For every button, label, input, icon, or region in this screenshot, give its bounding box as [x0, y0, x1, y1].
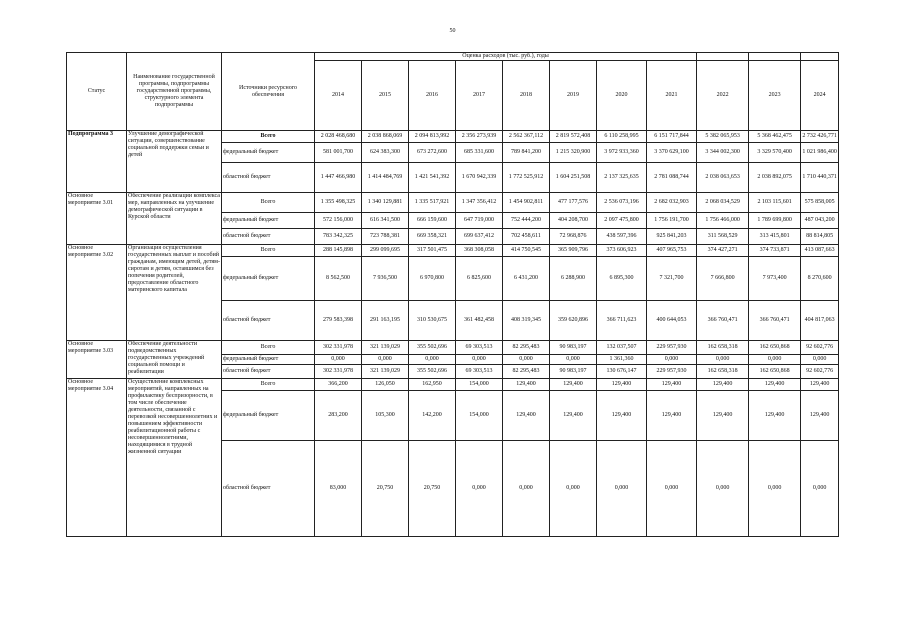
page-number: 50 [449, 28, 456, 34]
value-cell: 288 145,898 [315, 245, 362, 257]
value-cell: 2 068 034,529 [697, 193, 749, 213]
value-cell: 2 137 325,635 [597, 163, 647, 193]
value-cell: 374 427,271 [697, 245, 749, 257]
budget-table [66, 52, 839, 537]
value-cell: 0,000 [550, 355, 597, 365]
source-cell: федеральный бюджет [222, 391, 315, 441]
value-cell: 2 038 868,069 [362, 131, 409, 143]
status-cell: Основное мероприятие 3.03 [67, 341, 127, 379]
value-cell: 0,000 [362, 355, 409, 365]
value-cell: 1 347 356,412 [456, 193, 503, 213]
value-cell: 302 331,978 [315, 365, 362, 379]
value-cell: 90 983,197 [550, 341, 597, 355]
value-cell: 0,000 [315, 355, 362, 365]
source-cell: Всего [222, 245, 315, 257]
value-cell: 647 719,000 [456, 213, 503, 229]
value-cell: 1 710 440,371 [801, 163, 839, 193]
value-cell: 310 530,675 [409, 301, 456, 341]
header-year: 2024 [801, 61, 839, 131]
value-cell: 361 482,458 [456, 301, 503, 341]
value-cell: 6 970,800 [409, 257, 456, 301]
value-cell: 0,000 [697, 355, 749, 365]
value-cell: 1 355 498,325 [315, 193, 362, 213]
value-cell: 0,000 [647, 441, 697, 537]
value-cell: 414 750,545 [503, 245, 550, 257]
value-cell: 3 972 933,360 [597, 143, 647, 163]
value-cell: 129,400 [801, 391, 839, 441]
value-cell: 162 658,318 [697, 341, 749, 355]
value-cell: 2 732 426,771 [801, 131, 839, 143]
value-cell: 8 270,600 [801, 257, 839, 301]
value-cell: 1 604 251,508 [550, 163, 597, 193]
value-cell: 1 772 525,912 [503, 163, 550, 193]
value-cell: 129,400 [550, 391, 597, 441]
header-source: Источники ресурсного обеспечения [222, 53, 315, 131]
value-cell: 7 973,400 [749, 257, 801, 301]
value-cell: 0,000 [456, 355, 503, 365]
value-cell: 572 156,000 [315, 213, 362, 229]
value-cell: 129,400 [647, 379, 697, 391]
value-cell: 1 670 942,339 [456, 163, 503, 193]
value-cell: 359 620,896 [550, 301, 597, 341]
value-cell: 1 421 541,392 [409, 163, 456, 193]
value-cell: 69 303,513 [456, 341, 503, 355]
value-cell: 2 038 892,075 [749, 163, 801, 193]
value-cell: 129,400 [597, 391, 647, 441]
value-cell: 279 583,398 [315, 301, 362, 341]
value-cell: 129,400 [697, 391, 749, 441]
value-cell: 7 321,700 [647, 257, 697, 301]
header-year: 2020 [597, 61, 647, 131]
value-cell: 1 756 466,000 [697, 213, 749, 229]
header-year: 2019 [550, 61, 597, 131]
value-cell: 8 562,500 [315, 257, 362, 301]
value-cell: 374 733,871 [749, 245, 801, 257]
value-cell: 723 788,381 [362, 229, 409, 245]
value-cell: 2 097 475,800 [597, 213, 647, 229]
value-cell: 355 502,696 [409, 341, 456, 355]
value-cell: 0,000 [409, 355, 456, 365]
value-cell: 2 562 367,112 [503, 131, 550, 143]
value-cell: 0,000 [697, 441, 749, 537]
value-cell: 82 295,483 [503, 341, 550, 355]
value-cell: 487 043,200 [801, 213, 839, 229]
value-cell: 162,950 [409, 379, 456, 391]
source-cell: областной бюджет [222, 229, 315, 245]
value-cell: 6 288,900 [550, 257, 597, 301]
source-cell: Всего [222, 193, 315, 213]
value-cell: 400 644,053 [647, 301, 697, 341]
header-estimate: Оценка расходов (тыс. руб.), годы [315, 53, 697, 61]
value-cell: 2 028 468,680 [315, 131, 362, 143]
value-cell: 129,400 [503, 391, 550, 441]
value-cell: 92 602,776 [801, 341, 839, 355]
value-cell: 1 335 517,921 [409, 193, 456, 213]
value-cell: 1 340 129,881 [362, 193, 409, 213]
value-cell: 6 431,200 [503, 257, 550, 301]
value-cell: 291 163,195 [362, 301, 409, 341]
value-cell: 368 308,058 [456, 245, 503, 257]
value-cell: 7 666,800 [697, 257, 749, 301]
value-cell: 407 965,753 [647, 245, 697, 257]
value-cell: 1 447 466,980 [315, 163, 362, 193]
status-cell: Подпрограмма 3 [67, 131, 127, 193]
value-cell: 283,200 [315, 391, 362, 441]
value-cell: 366,200 [315, 379, 362, 391]
value-cell: 321 139,029 [362, 341, 409, 355]
value-cell: 702 458,611 [503, 229, 550, 245]
source-cell: областной бюджет [222, 365, 315, 379]
header-year: 2023 [749, 61, 801, 131]
value-cell: 3 344 002,300 [697, 143, 749, 163]
value-cell: 2 356 273,939 [456, 131, 503, 143]
value-cell: 129,400 [597, 379, 647, 391]
value-cell: 126,050 [362, 379, 409, 391]
value-cell: 302 331,978 [315, 341, 362, 355]
value-cell: 129,400 [749, 391, 801, 441]
value-cell: 366 711,623 [597, 301, 647, 341]
value-cell: 0,000 [749, 355, 801, 365]
value-cell: 142,200 [409, 391, 456, 441]
value-cell: 2 682 032,903 [647, 193, 697, 213]
value-cell: 413 087,663 [801, 245, 839, 257]
value-cell: 0,000 [456, 441, 503, 537]
value-cell: 154,000 [456, 391, 503, 441]
value-cell: 83,000 [315, 441, 362, 537]
source-cell: федеральный бюджет [222, 143, 315, 163]
value-cell: 3 370 629,100 [647, 143, 697, 163]
value-cell: 88 814,805 [801, 229, 839, 245]
source-cell: федеральный бюджет [222, 257, 315, 301]
value-cell: 132 037,507 [597, 341, 647, 355]
value-cell: 82 295,483 [503, 365, 550, 379]
value-cell: 477 177,576 [550, 193, 597, 213]
status-cell: Основное мероприятие 3.01 [67, 193, 127, 245]
name-cell: Улучшение демографической ситуации, совершенствование социальной поддержки семьи и детей [127, 131, 222, 193]
source-cell: Всего [222, 341, 315, 355]
value-cell: 408 319,345 [503, 301, 550, 341]
value-cell: 105,300 [362, 391, 409, 441]
value-cell: 2 536 073,196 [597, 193, 647, 213]
header-year: 2016 [409, 61, 456, 131]
value-cell: 90 983,197 [550, 365, 597, 379]
value-cell: 162 650,868 [749, 341, 801, 355]
value-cell: 2 094 813,992 [409, 131, 456, 143]
value-cell: 5 368 462,475 [749, 131, 801, 143]
value-cell: 0,000 [647, 355, 697, 365]
source-cell: федеральный бюджет [222, 213, 315, 229]
value-cell: 0,000 [503, 441, 550, 537]
value-cell: 1 756 191,700 [647, 213, 697, 229]
source-cell: областной бюджет [222, 301, 315, 341]
value-cell: 2 781 088,744 [647, 163, 697, 193]
value-cell: 1 789 699,800 [749, 213, 801, 229]
value-cell: 699 637,412 [456, 229, 503, 245]
value-cell: 2 103 115,601 [749, 193, 801, 213]
value-cell: 5 382 065,953 [697, 131, 749, 143]
value-cell: 162 658,318 [697, 365, 749, 379]
value-cell: 229 957,930 [647, 365, 697, 379]
value-cell: 925 841,203 [647, 229, 697, 245]
header-year: 2017 [456, 61, 503, 131]
value-cell: 0,000 [801, 441, 839, 537]
value-cell: 2 038 063,653 [697, 163, 749, 193]
table-row [67, 341, 839, 355]
value-cell: 685 331,600 [456, 143, 503, 163]
value-cell: 130 676,147 [597, 365, 647, 379]
value-cell: 355 502,696 [409, 365, 456, 379]
value-cell: 783 342,325 [315, 229, 362, 245]
value-cell: 438 597,396 [597, 229, 647, 245]
value-cell: 299 099,695 [362, 245, 409, 257]
value-cell: 1 021 986,400 [801, 143, 839, 163]
header-year: 2015 [362, 61, 409, 131]
value-cell: 7 936,500 [362, 257, 409, 301]
value-cell: 129,400 [550, 379, 597, 391]
table-row [67, 245, 839, 257]
header-year: 2021 [647, 61, 697, 131]
value-cell: 581 001,700 [315, 143, 362, 163]
status-cell: Основное мероприятие 3.04 [67, 379, 127, 537]
table-row [67, 131, 839, 143]
header-year: 2014 [315, 61, 362, 131]
value-cell: 365 909,796 [550, 245, 597, 257]
header-year: 2022 [697, 61, 749, 131]
value-cell: 69 303,513 [456, 365, 503, 379]
value-cell: 789 841,200 [503, 143, 550, 163]
value-cell: 129,400 [503, 379, 550, 391]
table-row [67, 193, 839, 213]
value-cell: 624 383,300 [362, 143, 409, 163]
value-cell: 373 606,923 [597, 245, 647, 257]
value-cell: 575 858,005 [801, 193, 839, 213]
value-cell: 20,750 [409, 441, 456, 537]
value-cell: 6 151 717,844 [647, 131, 697, 143]
source-cell: Всего [222, 131, 315, 143]
name-cell: Обеспечение реализации комплекса мер, направленных на улучшение демографической ситуации в Курской области [127, 193, 222, 245]
value-cell: 2 819 572,408 [550, 131, 597, 143]
value-cell: 404 817,063 [801, 301, 839, 341]
value-cell: 0,000 [597, 441, 647, 537]
value-cell: 162 650,868 [749, 365, 801, 379]
header-name: Наименование государственной программы, подпрограммы государственной программы, структурного элемента подпрограммы [127, 53, 222, 131]
name-cell: Осуществление комплексных мероприятий, направленных на профилактику беспризорности, в том числе обеспечение деятельности, связанной с перевозкой несовершеннолетних и повышением эффективности реабилитационной работы с несовершеннолетними, находящимися в трудной жизненной ситуации [127, 379, 222, 537]
name-cell: Обеспечение деятельности подведомственных государственных учреждений социальной помощи и реабилитации [127, 341, 222, 379]
source-cell: областной бюджет [222, 441, 315, 537]
value-cell: 1 414 484,769 [362, 163, 409, 193]
value-cell: 404 208,700 [550, 213, 597, 229]
value-cell: 20,750 [362, 441, 409, 537]
value-cell: 6 110 258,995 [597, 131, 647, 143]
header-status: Статус [67, 53, 127, 131]
value-cell: 129,400 [801, 379, 839, 391]
table-row [67, 379, 839, 391]
value-cell: 92 602,776 [801, 365, 839, 379]
value-cell: 752 444,200 [503, 213, 550, 229]
value-cell: 0,000 [801, 355, 839, 365]
value-cell: 0,000 [550, 441, 597, 537]
value-cell: 366 760,471 [697, 301, 749, 341]
value-cell: 616 341,500 [362, 213, 409, 229]
value-cell: 154,000 [456, 379, 503, 391]
value-cell: 6 895,300 [597, 257, 647, 301]
header-year: 2018 [503, 61, 550, 131]
value-cell: 666 159,600 [409, 213, 456, 229]
value-cell: 669 358,321 [409, 229, 456, 245]
value-cell: 129,400 [647, 391, 697, 441]
value-cell: 366 760,471 [749, 301, 801, 341]
value-cell: 129,400 [697, 379, 749, 391]
value-cell: 129,400 [749, 379, 801, 391]
source-cell: областной бюджет [222, 163, 315, 193]
value-cell: 321 139,029 [362, 365, 409, 379]
value-cell: 1 215 320,900 [550, 143, 597, 163]
source-cell: федеральный бюджет [222, 355, 315, 365]
value-cell: 313 415,801 [749, 229, 801, 245]
value-cell: 229 957,930 [647, 341, 697, 355]
name-cell: Организация осуществления государственных выплат и пособий гражданам, имеющим детей, детям-сиротам и детям, оставшимся без попечения родителей, предоставление областного материнского капитала [127, 245, 222, 341]
source-cell: Всего [222, 379, 315, 391]
value-cell: 6 825,600 [456, 257, 503, 301]
value-cell: 72 968,876 [550, 229, 597, 245]
value-cell: 1 361,360 [597, 355, 647, 365]
value-cell: 673 272,600 [409, 143, 456, 163]
value-cell: 317 501,475 [409, 245, 456, 257]
status-cell: Основное мероприятие 3.02 [67, 245, 127, 341]
value-cell: 3 329 570,400 [749, 143, 801, 163]
value-cell: 0,000 [503, 355, 550, 365]
value-cell: 1 454 902,811 [503, 193, 550, 213]
value-cell: 311 568,529 [697, 229, 749, 245]
value-cell: 0,000 [749, 441, 801, 537]
